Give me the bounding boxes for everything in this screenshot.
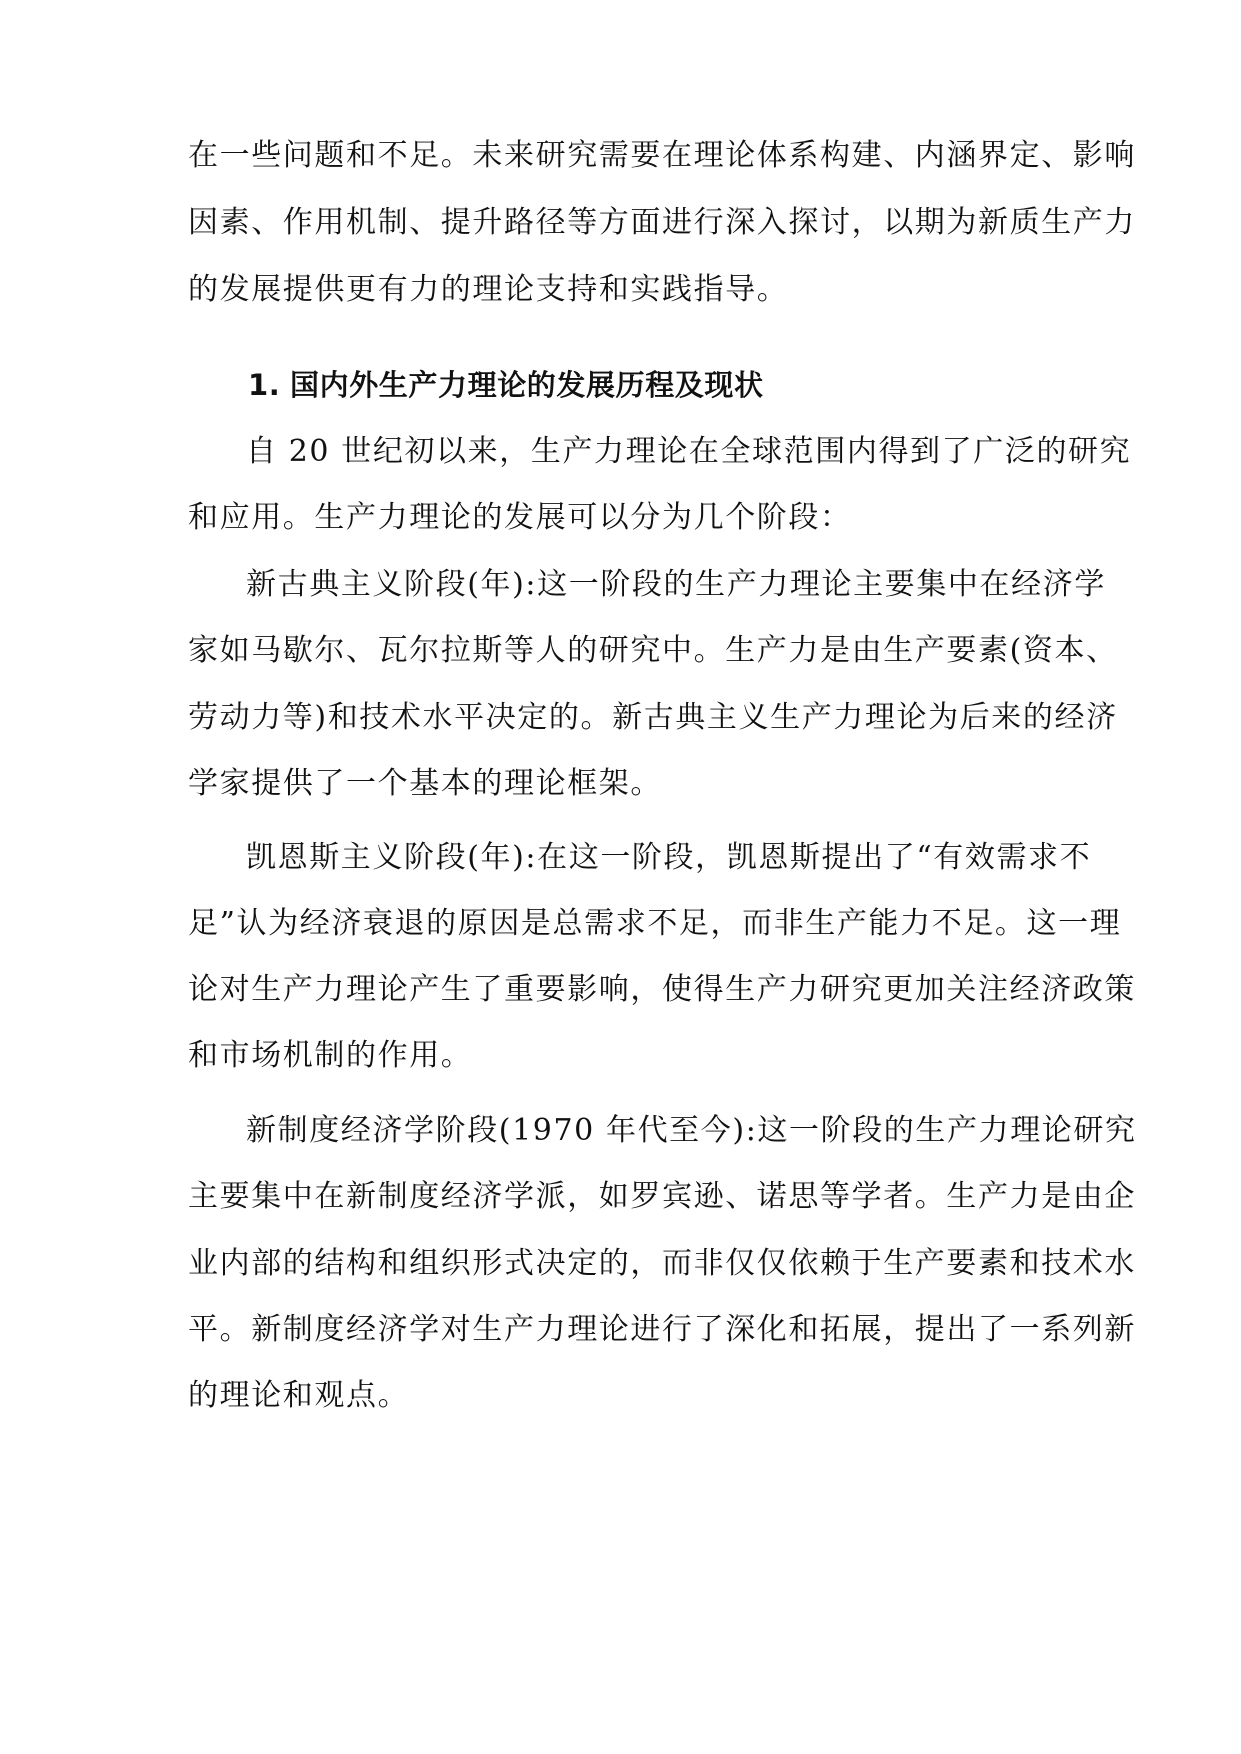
paragraph-line: 新制度经济学阶段(1970 年代至今):这一阶段的生产力理论研究 <box>246 1113 1137 1148</box>
section-heading <box>248 365 1128 405</box>
body-text-line: 在一些问题和不足。未来研究需要在理论体系构建、内涵界定、影响 <box>188 138 1136 173</box>
paragraph-line: 凯恩斯主义阶段(年):在这一阶段，凯恩斯提出了“有效需求不 <box>246 840 1092 875</box>
paragraph-line: 家如马歇尔、瓦尔拉斯等人的研究中。生产力是由生产要素(资本、 <box>188 633 1118 668</box>
paragraph-line: 平。新制度经济学对生产力理论进行了深化和拓展，提出了一系列新 <box>188 1312 1136 1347</box>
paragraph-line: 新古典主义阶段(年):这一阶段的生产力理论主要集中在经济学 <box>246 567 1106 602</box>
paragraph-line: 劳动力等)和技术水平决定的。新古典主义生产力理论为后来的经济 <box>188 700 1118 735</box>
section-number: 1. <box>248 368 281 402</box>
body-text-line: 因素、作用机制、提升路径等方面进行深入探讨，以期为新质生产力 <box>188 205 1136 240</box>
paragraph-line: 业内部的结构和组织形式决定的，而非仅仅依赖于生产要素和技术水 <box>188 1246 1136 1281</box>
paragraph-line: 足”认为经济衰退的原因是总需求不足，而非生产能力不足。这一理 <box>188 906 1122 941</box>
paragraph-line: 和应用。生产力理论的发展可以分为几个阶段： <box>188 500 852 535</box>
paragraph-line: 自 20 世纪初以来，生产力理论在全球范围内得到了广泛的研究 <box>246 434 1132 469</box>
paragraph-line: 和市场机制的作用。 <box>188 1038 473 1073</box>
paragraph-line: 主要集中在新制度经济学派，如罗宾逊、诺思等学者。生产力是由企 <box>188 1179 1136 1214</box>
paragraph-line: 的理论和观点。 <box>188 1378 410 1413</box>
body-text-line: 的发展提供更有力的理论支持和实践指导。 <box>188 272 789 307</box>
paragraph-line: 论对生产力理论产生了重要影响，使得生产力研究更加关注经济政策 <box>188 972 1136 1007</box>
section-title: 国内外生产力理论的发展历程及现状 <box>290 368 764 402</box>
paragraph-line: 学家提供了一个基本的理论框架。 <box>188 766 662 801</box>
